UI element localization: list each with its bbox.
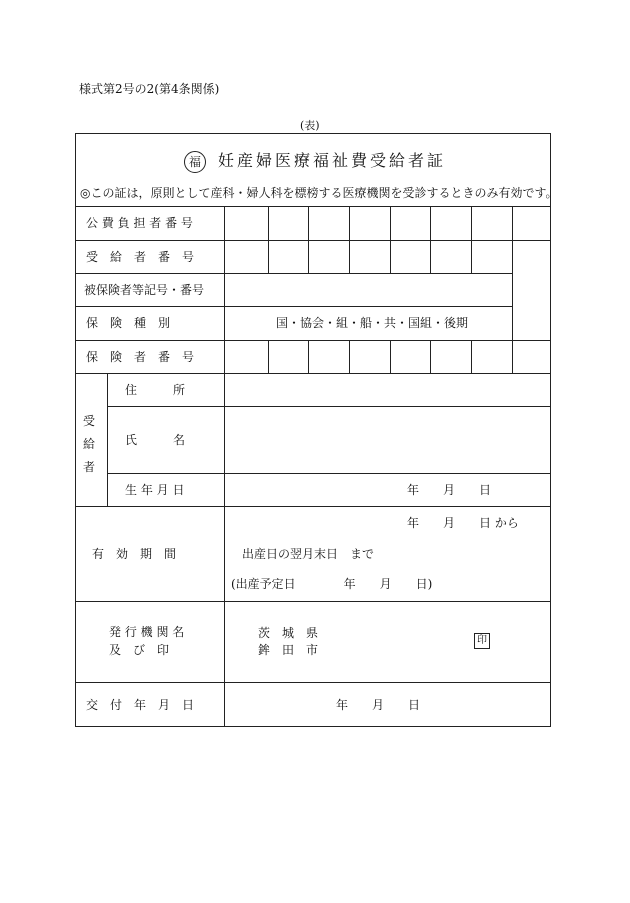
seal-stamp-icon: 印 bbox=[474, 633, 490, 649]
rule-row-3 bbox=[75, 306, 512, 307]
validity-label: 有 効 期 間 bbox=[92, 547, 177, 561]
rule-row-2 bbox=[75, 273, 512, 274]
issuer-city: 鉾 田 市 bbox=[258, 643, 319, 657]
issuer-label-line1: 発 行 機 関 名 bbox=[109, 625, 185, 639]
issue-date-label: 交 付 年 月 日 bbox=[86, 698, 195, 712]
rule-row-5 bbox=[75, 373, 551, 374]
due-date: (出産予定日 年 月 日) bbox=[231, 577, 433, 591]
form-number: 様式第2号の2(第4条関係) bbox=[79, 82, 220, 96]
digit-column-end bbox=[512, 206, 513, 340]
rule-issuer-end bbox=[75, 682, 551, 683]
birth-date-ymd: 年 月 日 bbox=[407, 483, 492, 497]
rule-address bbox=[107, 406, 551, 407]
rule-row-4 bbox=[75, 340, 551, 341]
valid-until: 出産日の翌月末日 まで bbox=[242, 547, 375, 561]
side-label: (表) bbox=[300, 119, 320, 132]
recipient-number-label: 受 給 者 番 号 bbox=[86, 250, 195, 264]
label-column-divider bbox=[224, 206, 225, 727]
issuer-label-line2: 及 び 印 bbox=[109, 643, 170, 657]
recipient-group-char-2: 給 bbox=[82, 437, 95, 451]
recipient-group-char-3: 者 bbox=[82, 460, 95, 474]
address-label: 住 所 bbox=[125, 383, 186, 397]
recipient-group-divider bbox=[107, 373, 108, 506]
name-label: 氏 名 bbox=[125, 433, 186, 447]
payer-number-label: 公 費 負 担 者 番 号 bbox=[86, 216, 193, 230]
issue-date-ymd: 年 月 日 bbox=[336, 698, 421, 712]
birth-date-label: 生 年 月 日 bbox=[125, 483, 185, 497]
rule-row-1 bbox=[75, 240, 551, 241]
rule-recipient-end bbox=[75, 506, 551, 507]
insurance-type-options: 国・協会・組・船・共・国組・後期 bbox=[276, 316, 469, 330]
certificate-title-text: 妊産婦医療福祉費受給者証 bbox=[217, 151, 446, 170]
usage-notice: ◎この証は，原則として産科・婦人科を標榜する医療機関を受診するときのみ有効です。 bbox=[80, 186, 558, 200]
insurance-type-label: 保 険 種 別 bbox=[86, 316, 171, 330]
rule-validity-end bbox=[75, 601, 551, 602]
insured-symbol-label: 被保険者等記号・番号 bbox=[84, 283, 205, 297]
fuku-mark-icon: 福 bbox=[184, 151, 206, 173]
rule-under-notice bbox=[75, 206, 551, 207]
valid-from: 年 月 日 から bbox=[407, 516, 519, 530]
certificate-title bbox=[0, 148, 630, 173]
issuer-prefecture: 茨 城 県 bbox=[258, 626, 319, 640]
recipient-group-char-1: 受 bbox=[82, 414, 95, 428]
rule-name bbox=[107, 473, 551, 474]
insurer-number-label: 保 険 者 番 号 bbox=[86, 350, 195, 364]
